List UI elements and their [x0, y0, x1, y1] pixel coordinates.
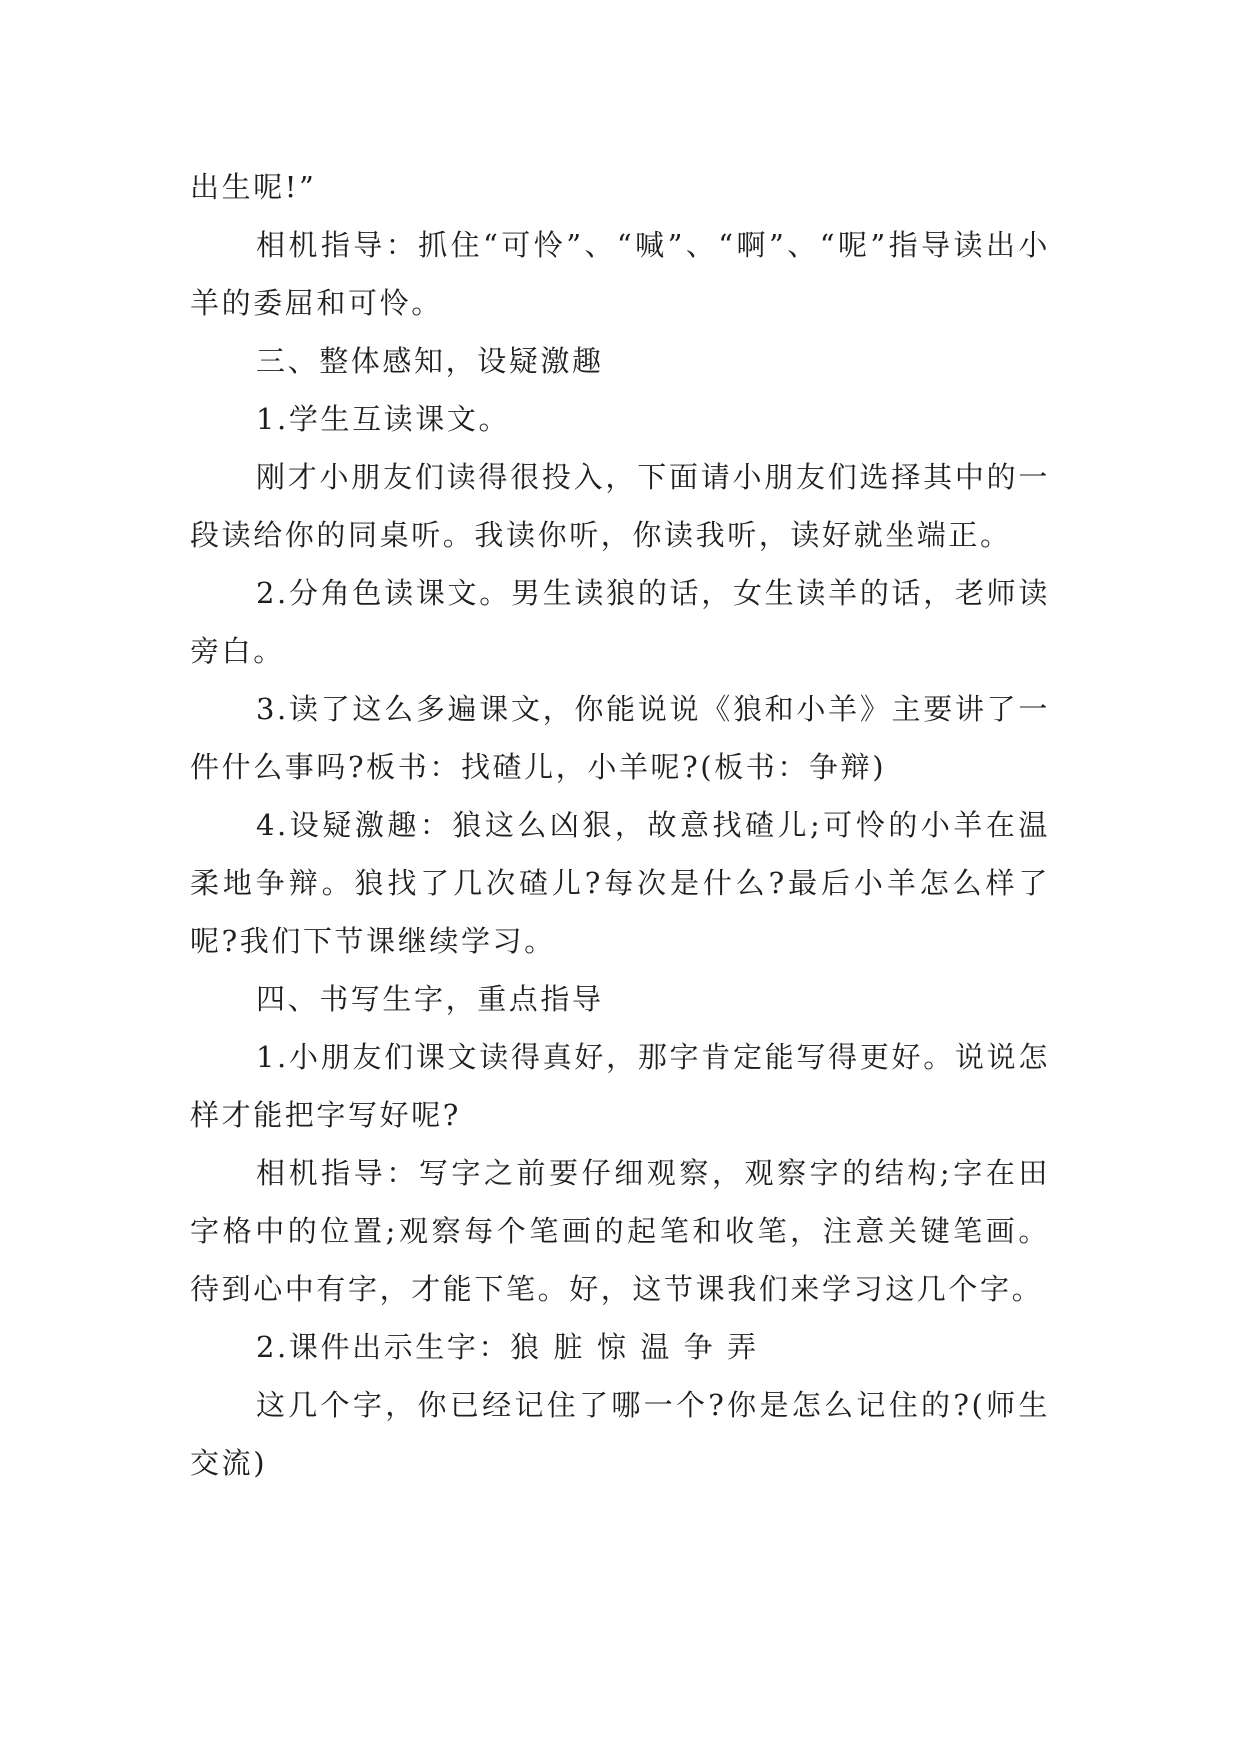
paragraph-peer-reading: 刚才小朋友们读得很投入，下面请小朋友们选择其中的一段读给你的同桌听。我读你听，你读我听，读好就坐端正。 [190, 460, 1050, 552]
paragraph-guidance-writing: 相机指导：写字之前要仔细观察，观察字的结构;字在田字格中的位置;观察每个笔画的起笔和收笔，注意关键笔画。待到心中有字，才能下笔。好，这节课我们来学习这几个字。 [190, 1156, 1050, 1306]
paragraph-discussion: 这几个字，你已经记住了哪一个?你是怎么记住的?(师生交流) [190, 1388, 1050, 1480]
step-4-1: 1.小朋友们课文读得真好，那字肯定能写得更好。说说怎样才能把字写好呢? [190, 1040, 1050, 1132]
step-3-1: 1.学生互读课文。 [256, 402, 511, 436]
section-heading-3: 三、整体感知，设疑激趣 [256, 344, 604, 378]
section-heading-4: 四、书写生字，重点指导 [256, 982, 604, 1016]
step-3-3: 3.读了这么多遍课文，你能说说《狼和小羊》主要讲了一件什么事吗?板书：找碴儿，小羊呢?(板书：争辩) [190, 692, 1050, 784]
paragraph-guidance-reading: 相机指导：抓住“可怜”、“喊”、“啊”、“呢”指导读出小羊的委屈和可怜。 [190, 228, 1050, 320]
paragraph-continuation: 出生呢!” [190, 170, 317, 204]
step-3-4: 4.设疑激趣：狼这么凶狠，故意找碴儿;可怜的小羊在温柔地争辩。狼找了几次碴儿?每次是什么?最后小羊怎么样了呢?我们下节课继续学习。 [190, 808, 1050, 958]
step-4-2: 2.课件出示生字：狼 脏 惊 温 争 弄 [256, 1330, 759, 1364]
document-page [190, 158, 1050, 1492]
step-3-2: 2.分角色读课文。男生读狼的话，女生读羊的话，老师读旁白。 [190, 576, 1050, 668]
